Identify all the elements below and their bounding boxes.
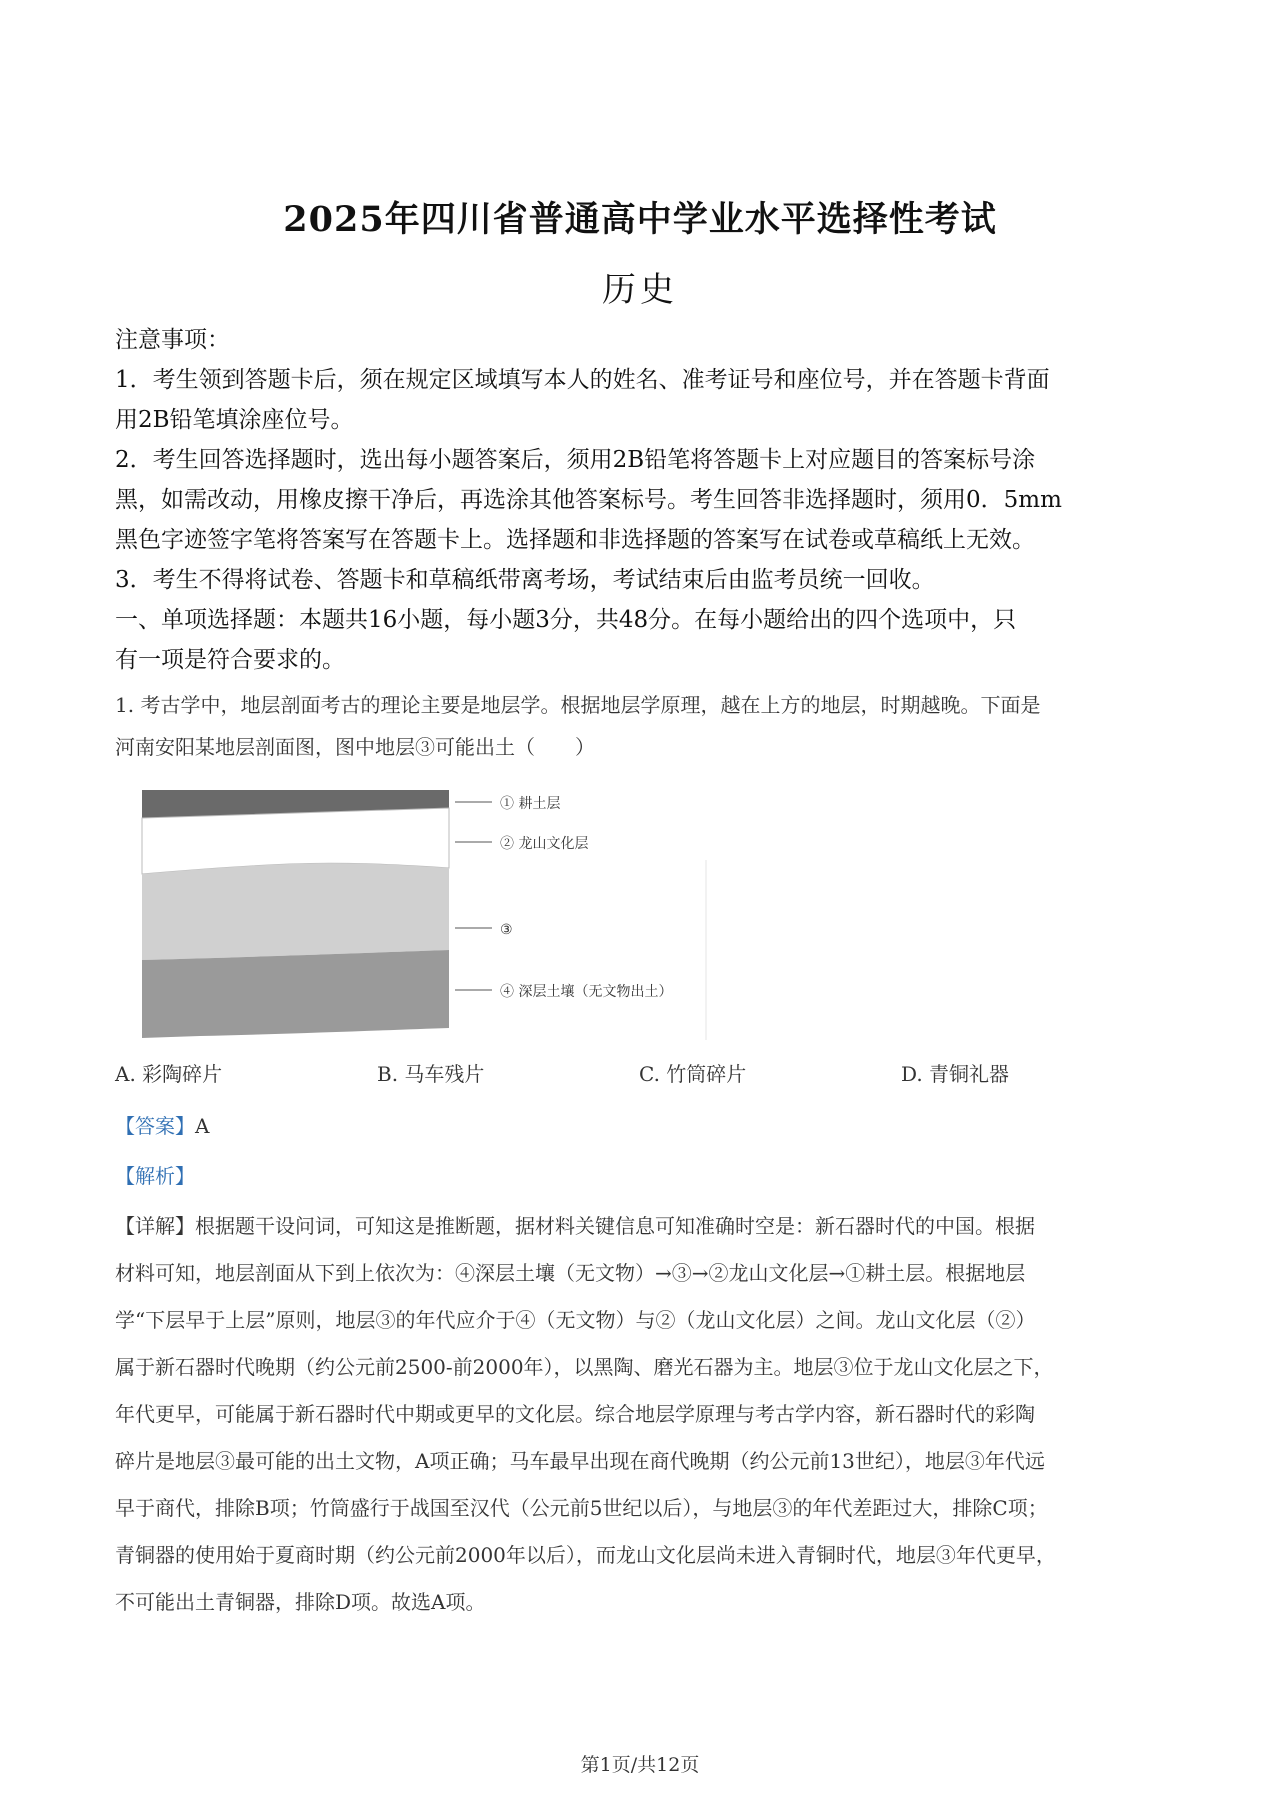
- detail-line: 青铜器的使用始于夏商时期（约公元前2000年以后），而龙山文化层尚未进入青铜时代，地层③年代更早，: [115, 1543, 1056, 1567]
- subject-title: 历史: [602, 270, 678, 310]
- stem-line: 1. 考古学中，地层剖面考古的理论主要是地层学。根据地层学原理，越在上方的地层，时期越晚。下面是: [115, 693, 1041, 717]
- stem-line: 河南安阳某地层剖面图，图中地层③可能出土（ ）: [115, 735, 595, 759]
- answer-label: 【答案】: [115, 1114, 195, 1138]
- exam-title: 2025年四川省普通高中学业水平选择性考试: [283, 199, 997, 240]
- analysis-label: 【解析】: [115, 1164, 195, 1188]
- answer-line: [115, 1110, 209, 1139]
- layer-3-band: [142, 863, 449, 960]
- notes-section: [115, 320, 1175, 680]
- detail-line: 学“下层早于上层”原则，地层③的年代应介于④（无文物）与②（龙山文化层）之间。龙山文化层（②）: [115, 1308, 1036, 1332]
- notes-line: 有一项是符合要求的。: [115, 647, 345, 673]
- detail-line: [115, 1203, 1175, 1250]
- detail-line: 材料可知，地层剖面从下到上依次为：④深层土壤（无文物）→③→②龙山文化层→①耕土层。根据地层: [115, 1261, 1026, 1285]
- option-c[interactable]: C. 竹筒碎片: [639, 1062, 747, 1086]
- detail-line: 早于商代，排除B项；竹筒盛行于战国至汉代（公元前5世纪以后），与地层③的年代差距过大，排除C项；: [115, 1496, 1048, 1520]
- option-a[interactable]: A. 彩陶碎片: [115, 1062, 223, 1086]
- option-b[interactable]: B. 马车残片: [377, 1062, 485, 1086]
- layer-3-label: ③: [500, 922, 513, 938]
- notes-heading: 注意事项：: [115, 327, 230, 353]
- question-1-options: [115, 1058, 1175, 1098]
- layer-1-label: ① 耕土层: [500, 796, 561, 812]
- layer-2-label: ② 龙山文化层: [500, 836, 589, 852]
- detail-text: 根据题干设问词，可知这是推断题，据材料关键信息可知准确时空是：新石器时代的中国。根据: [195, 1214, 1035, 1238]
- notes-line: 一、单项选择题：本题共16小题，每小题3分，共48分。在每小题给出的四个选项中，只: [115, 607, 1017, 633]
- notes-line: 2．考生回答选择题时，选出每小题答案后，须用2B铅笔将答题卡上对应题目的答案标号涂: [115, 447, 1036, 473]
- notes-line: 3．考生不得将试卷、答题卡和草稿纸带离考场，考试结束后由监考员统一回收。: [115, 567, 935, 593]
- notes-line: 黑色字迹签字笔将答案写在答题卡上。选择题和非选择题的答案写在试卷或草稿纸上无效。: [115, 527, 1035, 553]
- question-1-stem: [115, 684, 1175, 768]
- layer-4-label: ④ 深层土壤（无文物出土）: [500, 984, 673, 1000]
- detail-label: 【详解】: [115, 1214, 195, 1238]
- detail-line: 年代更早，可能属于新石器时代中期或更早的文化层。综合地层学原理与考古学内容，新石器时代的彩陶: [115, 1402, 1035, 1426]
- notes-line: 1．考生领到答题卡后，须在规定区域填写本人的姓名、准考证号和座位号，并在答题卡背面: [115, 367, 1050, 393]
- page-number: 第1页/共12页: [580, 1754, 700, 1776]
- detail-section: [115, 1203, 1175, 1626]
- option-d[interactable]: D. 青铜礼器: [901, 1062, 1010, 1086]
- detail-line: 属于新石器时代晚期（约公元前2500-前2000年），以黑陶、磨光石器为主。地层③位于龙山文化层之下，: [115, 1355, 1054, 1379]
- notes-line: 黑，如需改动，用橡皮擦干净后，再选涂其他答案标号。考生回答非选择题时，须用0．5mm: [115, 487, 1062, 513]
- detail-line: 碎片是地层③最可能的出土文物，A项正确；马车最早出现在商代晚期（约公元前13世纪），地层③年代远: [115, 1449, 1045, 1473]
- stratigraphy-figure: [140, 790, 760, 1050]
- layer-4-band: [142, 950, 449, 1038]
- answer-value: A: [195, 1114, 210, 1138]
- notes-line: 用2B铅笔填涂座位号。: [115, 407, 354, 433]
- detail-line: 不可能出土青铜器，排除D项。故选A项。: [115, 1590, 486, 1614]
